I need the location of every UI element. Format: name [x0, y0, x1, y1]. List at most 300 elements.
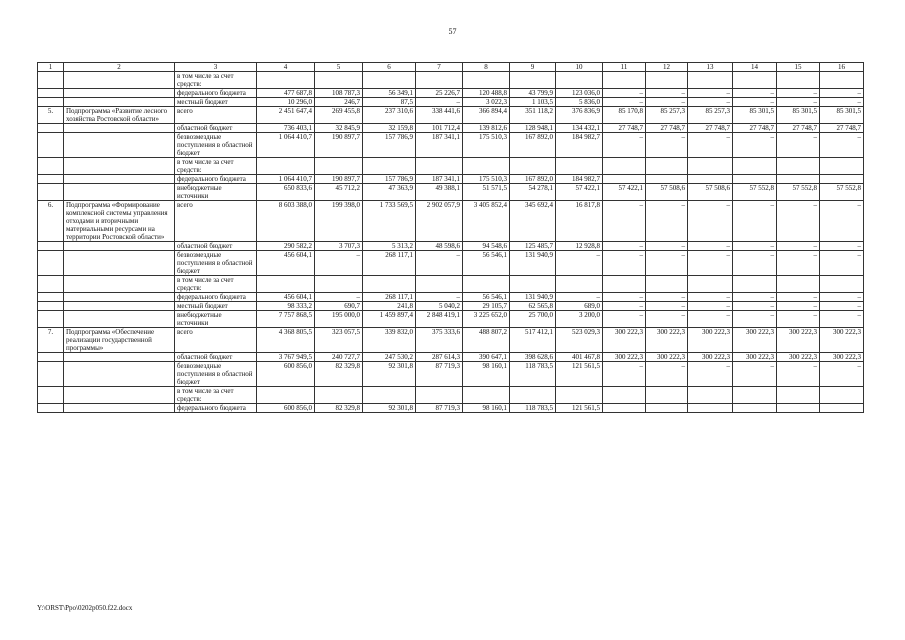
amount-cell: –: [646, 201, 688, 242]
amount-cell: [646, 404, 688, 413]
amount-cell: 27 748,7: [820, 124, 864, 133]
amount-cell: [646, 276, 688, 293]
amount-cell: 338 441,6: [416, 107, 463, 124]
row-number-cell: 5.: [38, 107, 64, 124]
amount-cell: [777, 404, 820, 413]
amount-cell: –: [820, 293, 864, 302]
amount-cell: 57 552,8: [820, 184, 864, 201]
amount-cell: 650 833,6: [257, 184, 315, 201]
amount-cell: 5 313,2: [363, 242, 416, 251]
amount-cell: 600 856,0: [257, 404, 315, 413]
amount-cell: 2 848 419,1: [416, 311, 463, 328]
amount-cell: –: [603, 133, 646, 158]
amount-cell: –: [777, 302, 820, 311]
amount-cell: [556, 276, 603, 293]
amount-cell: 3 225 652,0: [463, 311, 510, 328]
amount-cell: 87,5: [363, 98, 416, 107]
row-number-cell: [38, 404, 64, 413]
amount-cell: 300 222,3: [733, 353, 777, 362]
amount-cell: 268 117,1: [363, 293, 416, 302]
amount-cell: 3 707,3: [315, 242, 363, 251]
amount-cell: –: [777, 311, 820, 328]
amount-cell: 121 561,5: [556, 362, 603, 387]
amount-cell: –: [646, 242, 688, 251]
funding-source-cell: всего: [175, 328, 257, 353]
amount-cell: –: [556, 293, 603, 302]
amount-cell: [363, 387, 416, 404]
amount-cell: 32 845,9: [315, 124, 363, 133]
amount-cell: 85 257,3: [646, 107, 688, 124]
table-row: [38, 175, 864, 184]
amount-cell: –: [733, 251, 777, 276]
amount-cell: 5 836,0: [556, 98, 603, 107]
amount-cell: –: [315, 251, 363, 276]
amount-cell: 323 057,5: [315, 328, 363, 353]
amount-cell: –: [603, 311, 646, 328]
amount-cell: [363, 72, 416, 89]
row-number-cell: [38, 311, 64, 328]
amount-cell: –: [603, 251, 646, 276]
funding-source-cell: местный бюджет: [175, 302, 257, 311]
amount-cell: –: [646, 302, 688, 311]
amount-cell: [777, 276, 820, 293]
amount-cell: 1 064 410,7: [257, 133, 315, 158]
amount-cell: 600 856,0: [257, 362, 315, 387]
row-number-cell: [38, 133, 64, 158]
amount-cell: 401 467,8: [556, 353, 603, 362]
amount-cell: [733, 276, 777, 293]
amount-cell: 247 530,2: [363, 353, 416, 362]
amount-cell: –: [688, 251, 733, 276]
row-number-cell: 7.: [38, 328, 64, 353]
amount-cell: [820, 404, 864, 413]
amount-cell: [257, 158, 315, 175]
amount-cell: –: [777, 133, 820, 158]
amount-cell: [733, 72, 777, 89]
amount-cell: 57 422,1: [556, 184, 603, 201]
amount-cell: 123 036,0: [556, 89, 603, 98]
amount-cell: 190 897,7: [315, 175, 363, 184]
table-row: [38, 107, 864, 124]
table-row: [38, 124, 864, 133]
amount-cell: –: [820, 89, 864, 98]
amount-cell: 98 160,1: [463, 404, 510, 413]
amount-cell: 87 719,3: [416, 362, 463, 387]
table-row: [38, 387, 864, 404]
row-number-cell: [38, 124, 64, 133]
amount-cell: [777, 387, 820, 404]
funding-source-cell: местный бюджет: [175, 98, 257, 107]
subprogram-name-cell: [64, 353, 175, 362]
amount-cell: 82 329,8: [315, 362, 363, 387]
amount-cell: 300 222,3: [820, 328, 864, 353]
amount-cell: [646, 387, 688, 404]
amount-cell: –: [733, 201, 777, 242]
subprogram-name-cell: [64, 404, 175, 413]
amount-cell: 98 333,2: [257, 302, 315, 311]
amount-cell: 187 341,1: [416, 175, 463, 184]
row-number-cell: [38, 276, 64, 293]
amount-cell: 131 940,9: [510, 251, 556, 276]
amount-cell: –: [688, 293, 733, 302]
amount-cell: 57 422,1: [603, 184, 646, 201]
funding-source-cell: всего: [175, 107, 257, 124]
amount-cell: 339 832,0: [363, 328, 416, 353]
amount-cell: 240 727,7: [315, 353, 363, 362]
subprogram-name-cell: [64, 133, 175, 158]
amount-cell: –: [733, 362, 777, 387]
amount-cell: 87 719,3: [416, 404, 463, 413]
amount-cell: 29 105,7: [463, 302, 510, 311]
table-row: [38, 362, 864, 387]
amount-cell: 57 508,6: [688, 184, 733, 201]
amount-cell: 5 040,2: [416, 302, 463, 311]
table-row: [38, 242, 864, 251]
amount-cell: 3 767 949,5: [257, 353, 315, 362]
amount-cell: –: [646, 133, 688, 158]
amount-cell: 690,7: [315, 302, 363, 311]
subprogram-name-cell: Подпрограмма «Формирование комплексной системы управления отходами и вторичными материальными ресурсами на территории Ростовской области»: [64, 201, 175, 242]
amount-cell: 3 022,3: [463, 98, 510, 107]
amount-cell: 92 301,8: [363, 404, 416, 413]
amount-cell: 167 892,0: [510, 133, 556, 158]
row-number-cell: [38, 184, 64, 201]
amount-cell: –: [688, 242, 733, 251]
amount-cell: [257, 72, 315, 89]
subprogram-name-cell: [64, 311, 175, 328]
amount-cell: 43 799,9: [510, 89, 556, 98]
subprogram-name-cell: [64, 242, 175, 251]
column-header: 5: [315, 63, 363, 72]
amount-cell: –: [820, 311, 864, 328]
subprogram-name-cell: [64, 72, 175, 89]
amount-cell: [315, 158, 363, 175]
amount-cell: 300 222,3: [603, 328, 646, 353]
amount-cell: –: [733, 98, 777, 107]
amount-cell: –: [820, 98, 864, 107]
amount-cell: 488 807,2: [463, 328, 510, 353]
amount-cell: –: [733, 242, 777, 251]
amount-cell: –: [777, 251, 820, 276]
subprogram-name-cell: Подпрограмма «Обеспечение реализации государственной программы»: [64, 328, 175, 353]
amount-cell: 167 892,0: [510, 175, 556, 184]
amount-cell: 54 278,1: [510, 184, 556, 201]
amount-cell: 246,7: [315, 98, 363, 107]
amount-cell: 195 000,0: [315, 311, 363, 328]
amount-cell: –: [688, 362, 733, 387]
amount-cell: [416, 387, 463, 404]
amount-cell: 85 301,5: [820, 107, 864, 124]
amount-cell: 3 405 852,4: [463, 201, 510, 242]
amount-cell: 82 329,8: [315, 404, 363, 413]
funding-source-cell: внебюджетные источники: [175, 311, 257, 328]
amount-cell: [315, 387, 363, 404]
column-header: 12: [646, 63, 688, 72]
funding-source-cell: в том числе за счет средств:: [175, 158, 257, 175]
amount-cell: –: [777, 98, 820, 107]
amount-cell: [688, 387, 733, 404]
amount-cell: [556, 72, 603, 89]
amount-cell: –: [820, 251, 864, 276]
amount-cell: 376 836,9: [556, 107, 603, 124]
amount-cell: [733, 404, 777, 413]
column-header: 3: [175, 63, 257, 72]
amount-cell: –: [603, 362, 646, 387]
row-number-cell: [38, 98, 64, 107]
amount-cell: [556, 387, 603, 404]
amount-cell: 517 412,1: [510, 328, 556, 353]
amount-cell: [257, 387, 315, 404]
amount-cell: 85 301,5: [733, 107, 777, 124]
amount-cell: –: [688, 302, 733, 311]
amount-cell: –: [646, 89, 688, 98]
amount-cell: 300 222,3: [646, 328, 688, 353]
amount-cell: 101 712,4: [416, 124, 463, 133]
funding-source-cell: внебюджетные источники: [175, 184, 257, 201]
amount-cell: –: [733, 311, 777, 328]
funding-source-cell: областной бюджет: [175, 124, 257, 133]
amount-cell: [820, 158, 864, 175]
amount-cell: 98 160,1: [463, 362, 510, 387]
amount-cell: –: [603, 89, 646, 98]
amount-cell: [416, 158, 463, 175]
amount-cell: 1 064 410,7: [257, 175, 315, 184]
funding-source-cell: безвозмездные поступления в областной бюджет: [175, 133, 257, 158]
amount-cell: 241,8: [363, 302, 416, 311]
amount-cell: –: [646, 293, 688, 302]
amount-cell: 4 368 805,5: [257, 328, 315, 353]
subprogram-name-cell: [64, 293, 175, 302]
subprogram-name-cell: [64, 184, 175, 201]
amount-cell: –: [733, 302, 777, 311]
budget-table: [37, 62, 864, 413]
table-header-row: [38, 63, 864, 72]
column-header: 11: [603, 63, 646, 72]
amount-cell: 237 310,6: [363, 107, 416, 124]
amount-cell: –: [556, 251, 603, 276]
amount-cell: 268 117,1: [363, 251, 416, 276]
amount-cell: [257, 276, 315, 293]
amount-cell: –: [733, 89, 777, 98]
amount-cell: [463, 158, 510, 175]
page-number: 57: [448, 27, 457, 36]
column-header: 7: [416, 63, 463, 72]
amount-cell: 57 508,6: [646, 184, 688, 201]
amount-cell: 25 226,7: [416, 89, 463, 98]
amount-cell: 175 510,3: [463, 133, 510, 158]
amount-cell: [820, 387, 864, 404]
amount-cell: 300 222,3: [777, 353, 820, 362]
amount-cell: 300 222,3: [820, 353, 864, 362]
amount-cell: –: [416, 251, 463, 276]
column-header: 1: [38, 63, 64, 72]
column-header: 4: [257, 63, 315, 72]
amount-cell: 45 712,2: [315, 184, 363, 201]
amount-cell: [603, 175, 646, 184]
column-header: 2: [64, 63, 175, 72]
amount-cell: 184 982,7: [556, 175, 603, 184]
amount-cell: 25 700,0: [510, 311, 556, 328]
amount-cell: [510, 72, 556, 89]
amount-cell: 56 546,1: [463, 293, 510, 302]
amount-cell: 1 459 897,4: [363, 311, 416, 328]
subprogram-name-cell: [64, 124, 175, 133]
row-number-cell: [38, 387, 64, 404]
amount-cell: 62 565,8: [510, 302, 556, 311]
amount-cell: [777, 158, 820, 175]
amount-cell: [688, 276, 733, 293]
amount-cell: 1 103,5: [510, 98, 556, 107]
amount-cell: 157 786,9: [363, 175, 416, 184]
column-header: 15: [777, 63, 820, 72]
amount-cell: 351 118,2: [510, 107, 556, 124]
amount-cell: –: [688, 311, 733, 328]
column-header: 10: [556, 63, 603, 72]
amount-cell: [603, 387, 646, 404]
amount-cell: [777, 175, 820, 184]
amount-cell: 300 222,3: [603, 353, 646, 362]
amount-cell: –: [820, 242, 864, 251]
amount-cell: 390 647,1: [463, 353, 510, 362]
amount-cell: 47 363,9: [363, 184, 416, 201]
amount-cell: 85 301,5: [777, 107, 820, 124]
amount-cell: 57 552,8: [777, 184, 820, 201]
subprogram-name-cell: [64, 302, 175, 311]
amount-cell: –: [688, 201, 733, 242]
amount-cell: 57 552,8: [733, 184, 777, 201]
amount-cell: –: [688, 98, 733, 107]
amount-cell: [603, 72, 646, 89]
funding-source-cell: федерального бюджета: [175, 404, 257, 413]
amount-cell: 300 222,3: [688, 353, 733, 362]
amount-cell: 300 222,3: [733, 328, 777, 353]
amount-cell: –: [820, 302, 864, 311]
amount-cell: 131 940,9: [510, 293, 556, 302]
funding-source-cell: безвозмездные поступления в областной бюджет: [175, 362, 257, 387]
amount-cell: –: [646, 98, 688, 107]
amount-cell: 85 170,8: [603, 107, 646, 124]
amount-cell: –: [777, 293, 820, 302]
amount-cell: 366 894,4: [463, 107, 510, 124]
amount-cell: [603, 158, 646, 175]
amount-cell: [510, 276, 556, 293]
amount-cell: 56 349,1: [363, 89, 416, 98]
amount-cell: 120 488,8: [463, 89, 510, 98]
amount-cell: 8 603 388,0: [257, 201, 315, 242]
amount-cell: 121 561,5: [556, 404, 603, 413]
amount-cell: 184 982,7: [556, 133, 603, 158]
amount-cell: [556, 158, 603, 175]
row-number-cell: [38, 293, 64, 302]
amount-cell: –: [820, 133, 864, 158]
amount-cell: 2 451 647,4: [257, 107, 315, 124]
amount-cell: –: [315, 293, 363, 302]
amount-cell: 27 748,7: [733, 124, 777, 133]
amount-cell: 27 748,7: [646, 124, 688, 133]
amount-cell: 398 628,6: [510, 353, 556, 362]
amount-cell: 94 548,6: [463, 242, 510, 251]
amount-cell: 456 604,1: [257, 251, 315, 276]
amount-cell: 523 029,3: [556, 328, 603, 353]
amount-cell: 190 897,7: [315, 133, 363, 158]
subprogram-name-cell: [64, 251, 175, 276]
amount-cell: 187 341,1: [416, 133, 463, 158]
amount-cell: 7 757 868,5: [257, 311, 315, 328]
funding-source-cell: в том числе за счет средств:: [175, 387, 257, 404]
funding-source-cell: федерального бюджета: [175, 175, 257, 184]
amount-cell: 300 222,3: [777, 328, 820, 353]
amount-cell: [315, 72, 363, 89]
amount-cell: 139 812,6: [463, 124, 510, 133]
amount-cell: [603, 404, 646, 413]
amount-cell: 27 748,7: [777, 124, 820, 133]
amount-cell: –: [416, 293, 463, 302]
amount-cell: [463, 387, 510, 404]
amount-cell: [463, 276, 510, 293]
subprogram-name-cell: Подпрограмма «Развитие лесного хозяйства Ростовской области»: [64, 107, 175, 124]
funding-source-cell: областной бюджет: [175, 353, 257, 362]
amount-cell: 12 928,8: [556, 242, 603, 251]
amount-cell: 118 783,5: [510, 404, 556, 413]
subprogram-name-cell: [64, 276, 175, 293]
subprogram-name-cell: [64, 175, 175, 184]
amount-cell: [363, 276, 416, 293]
row-number-cell: 6.: [38, 201, 64, 242]
amount-cell: [603, 276, 646, 293]
row-number-cell: [38, 242, 64, 251]
amount-cell: [688, 158, 733, 175]
amount-cell: –: [603, 302, 646, 311]
table-row: [38, 328, 864, 353]
funding-source-cell: всего: [175, 201, 257, 242]
amount-cell: –: [777, 242, 820, 251]
row-number-cell: [38, 175, 64, 184]
amount-cell: 134 432,1: [556, 124, 603, 133]
amount-cell: 290 582,2: [257, 242, 315, 251]
amount-cell: –: [820, 362, 864, 387]
amount-cell: 51 571,5: [463, 184, 510, 201]
table-row: [38, 98, 864, 107]
funding-source-cell: федерального бюджета: [175, 89, 257, 98]
table-row: [38, 251, 864, 276]
amount-cell: 375 333,6: [416, 328, 463, 353]
amount-cell: –: [603, 201, 646, 242]
table-row: [38, 353, 864, 362]
table-row: [38, 404, 864, 413]
amount-cell: 456 604,1: [257, 293, 315, 302]
column-header: 6: [363, 63, 416, 72]
amount-cell: 49 388,1: [416, 184, 463, 201]
column-header: 14: [733, 63, 777, 72]
amount-cell: 128 948,1: [510, 124, 556, 133]
table-row: [38, 276, 864, 293]
amount-cell: [820, 276, 864, 293]
amount-cell: 2 902 057,9: [416, 201, 463, 242]
amount-cell: 157 786,9: [363, 133, 416, 158]
row-number-cell: [38, 89, 64, 98]
funding-source-cell: федерального бюджета: [175, 293, 257, 302]
table-row: [38, 201, 864, 242]
table-row: [38, 133, 864, 158]
subprogram-name-cell: [64, 89, 175, 98]
amount-cell: 32 159,8: [363, 124, 416, 133]
amount-cell: 27 748,7: [688, 124, 733, 133]
amount-cell: 689,0: [556, 302, 603, 311]
amount-cell: [463, 72, 510, 89]
amount-cell: [688, 175, 733, 184]
amount-cell: 85 257,3: [688, 107, 733, 124]
row-number-cell: [38, 353, 64, 362]
